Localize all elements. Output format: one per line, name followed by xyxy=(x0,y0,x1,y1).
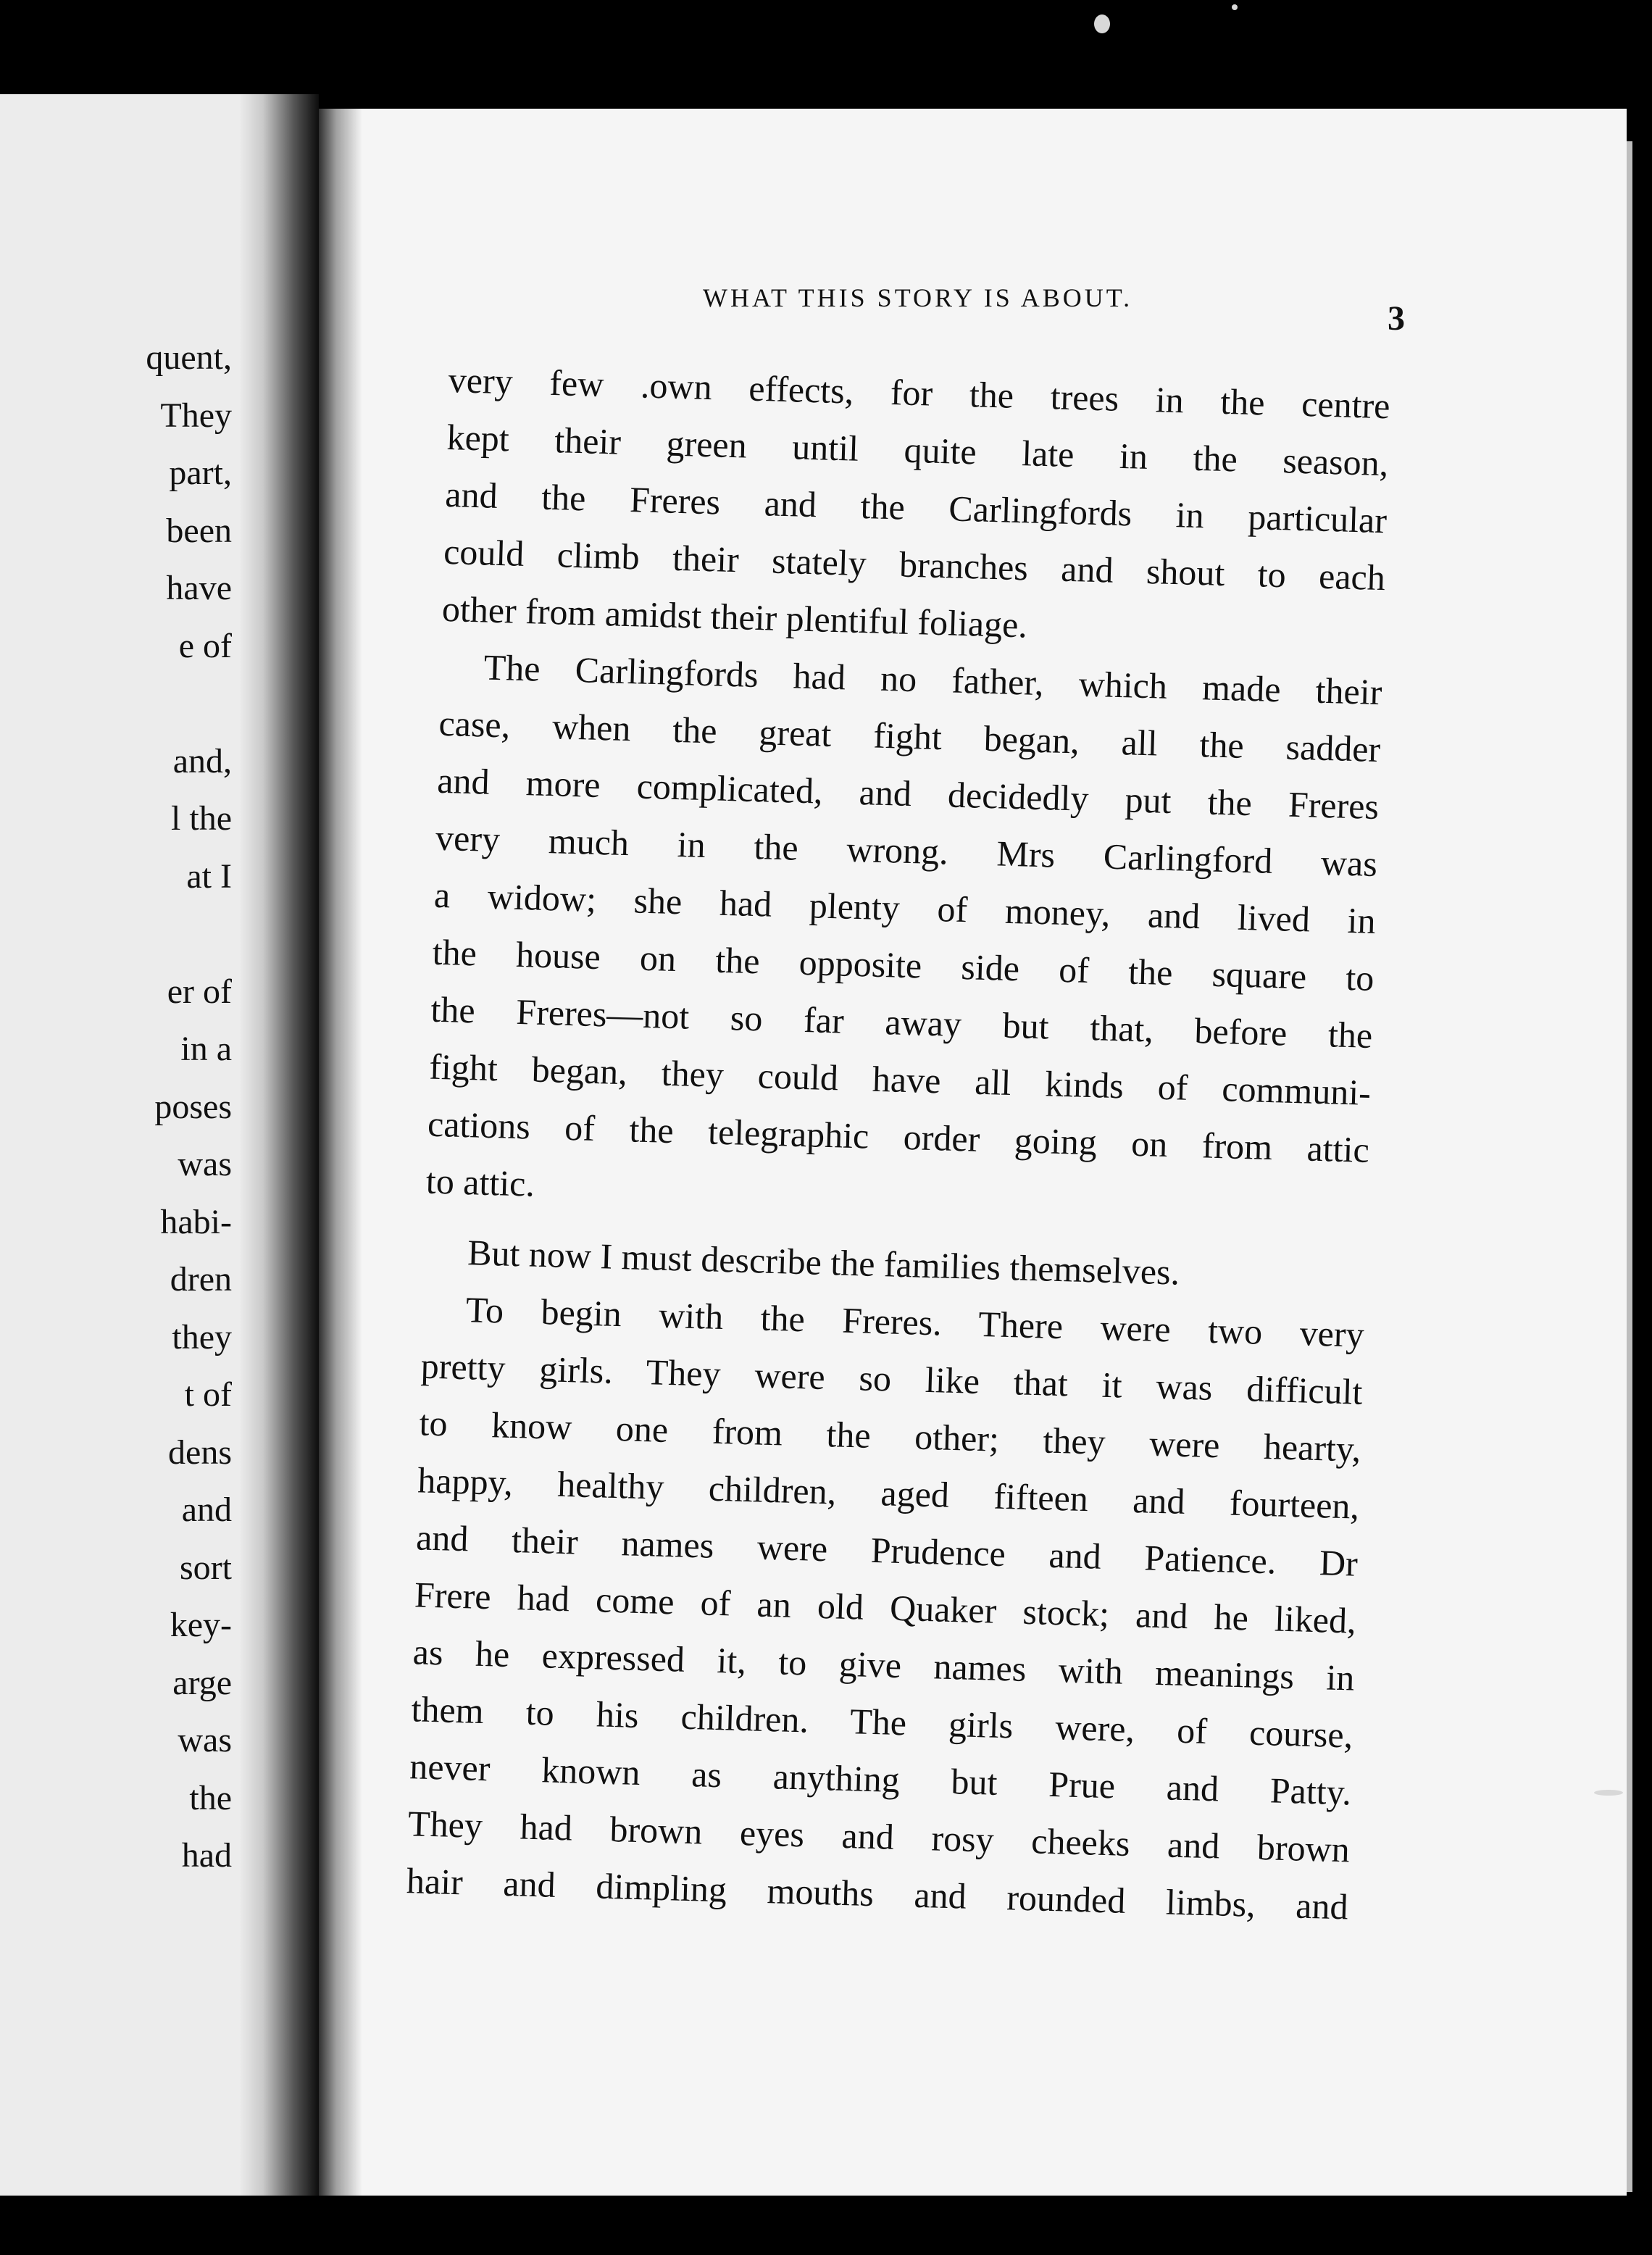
left-page-line: l the xyxy=(171,799,232,838)
text-line: other from amidst their plentiful foliage. xyxy=(441,588,1028,646)
text-line: very few .own effects, for the trees in the centre xyxy=(448,359,1391,427)
text-line: them to his children. The girls were, of course, xyxy=(410,1688,1353,1756)
left-page-line: dens xyxy=(168,1433,232,1472)
left-page-gutter-shadow xyxy=(239,94,319,2196)
left-page-line: been xyxy=(166,511,232,550)
text-line: They had brown eyes and rosy cheeks and brown xyxy=(407,1803,1351,1870)
scan-speck xyxy=(1594,1790,1623,1796)
left-page-line: and, xyxy=(172,741,232,780)
text-line: to know one from the other; they were hearty, xyxy=(418,1402,1361,1470)
left-page-line: quent, xyxy=(146,338,232,377)
text-line: To begin with the Freres. There were two very xyxy=(465,1289,1365,1355)
left-page-line: sort xyxy=(180,1548,232,1587)
left-page-line: at I xyxy=(186,856,232,896)
left-page-line: They xyxy=(160,396,232,435)
right-page-gutter-shadow xyxy=(319,109,362,2196)
body-text xyxy=(406,351,1391,1935)
text-line: the house on the opposite side of the square to xyxy=(432,931,1375,999)
text-line: could climb their stately branches and shout to each xyxy=(443,530,1386,599)
page-number: 3 xyxy=(1388,299,1405,338)
left-page-line: t of xyxy=(184,1375,232,1414)
text-line: never known as anything but Prue and Patty. xyxy=(409,1746,1352,1813)
text-line: fight began, they could have all kinds of communi- xyxy=(428,1046,1372,1113)
scan-speck xyxy=(1094,14,1110,33)
left-page-line: arge xyxy=(172,1663,232,1702)
text-line: Frere had come of an old Quaker stock; and he liked, xyxy=(414,1574,1357,1641)
text-line: hair and dimpling mouths and rounded limbs, and xyxy=(406,1860,1349,1927)
left-page-line: dren xyxy=(170,1260,232,1299)
text-line: and their names were Prudence and Patience. Dr xyxy=(415,1517,1359,1584)
text-line: The Carlingfords had no father, which made their xyxy=(483,646,1383,713)
scan-speck xyxy=(1232,4,1238,10)
text-line: the Freres—not so far away but that, before the xyxy=(430,988,1373,1056)
left-page-line: poses xyxy=(154,1087,232,1126)
left-page-line: had xyxy=(181,1836,232,1875)
left-page-line: was xyxy=(178,1721,232,1759)
left-page-line: have xyxy=(166,569,232,607)
text-line: pretty girls. They were so like that it was difficult xyxy=(420,1345,1364,1412)
running-head: WHAT THIS STORY IS ABOUT. xyxy=(703,283,1133,312)
left-page-line: part, xyxy=(169,454,232,492)
text-line: to attic. xyxy=(425,1160,535,1204)
left-page-line: was xyxy=(178,1145,232,1183)
text-line: a widow; she had plenty of money, and lived in xyxy=(433,874,1377,941)
left-page-line: e of xyxy=(178,626,232,665)
left-page-line: and xyxy=(181,1491,232,1529)
text-line: cations of the telegraphic order going on from attic xyxy=(427,1103,1370,1170)
left-page-line: in a xyxy=(180,1030,232,1068)
text-line: very much in the wrong. Mrs Carlingford was xyxy=(435,817,1378,885)
text-line: and the Freres and the Carlingfords in particular xyxy=(444,473,1388,541)
right-page xyxy=(319,109,1627,2196)
left-page xyxy=(0,94,319,2196)
left-page-line: they xyxy=(172,1317,232,1356)
text-line: as he expressed it, to give names with meanings in xyxy=(412,1631,1356,1698)
left-page-line: er of xyxy=(167,972,232,1011)
text-line: But now I must describe the families themselves. xyxy=(467,1232,1180,1293)
left-page-line: key- xyxy=(170,1606,232,1644)
text-line: case, when the great fight began, all the sadder xyxy=(438,702,1381,770)
text-line: kept their green until quite late in the season, xyxy=(446,416,1389,484)
text-line: and more complicated, and decidedly put the Freres xyxy=(436,759,1380,828)
text-line: happy, healthy children, aged fifteen and fourteen, xyxy=(417,1459,1360,1527)
page-edge xyxy=(1627,141,1632,2192)
left-page-line: habi- xyxy=(160,1202,232,1241)
left-page-line: the xyxy=(189,1778,232,1817)
